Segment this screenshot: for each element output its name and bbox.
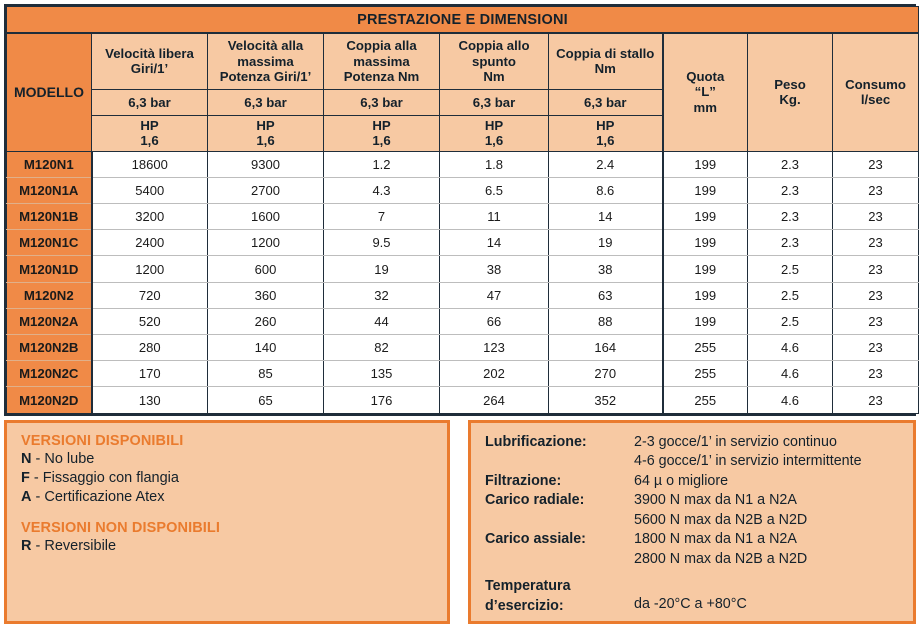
header-col-4-hp: HP 1,6 bbox=[549, 115, 663, 151]
spec-value: da -20°C a +80°C bbox=[634, 596, 747, 613]
row-model: M120N2 bbox=[7, 282, 92, 308]
row-model: M120N2B bbox=[7, 335, 92, 361]
row-cell: 82 bbox=[324, 335, 440, 361]
spec-row bbox=[485, 472, 901, 491]
row-cell: 1600 bbox=[208, 204, 324, 230]
version-item bbox=[21, 537, 435, 556]
header-col-4-title: Coppia di stallo Nm bbox=[549, 33, 663, 89]
spec-label: Carico assiale: bbox=[485, 531, 586, 548]
row-cell: 4.6 bbox=[748, 387, 833, 413]
row-cell: 2.5 bbox=[748, 282, 833, 308]
row-model: M120N2C bbox=[7, 361, 92, 387]
row-cell: 199 bbox=[663, 151, 748, 177]
row-cell: 1200 bbox=[92, 256, 208, 282]
row-cell: 140 bbox=[208, 335, 324, 361]
row-cell: 88 bbox=[549, 308, 663, 334]
header-col-2-title: Coppia alla massima Potenza Nm bbox=[324, 33, 440, 89]
header-col-1-pressure: 6,3 bar bbox=[208, 89, 324, 115]
version-code: N bbox=[21, 451, 32, 467]
row-cell: 1.2 bbox=[324, 151, 440, 177]
versions-box bbox=[4, 420, 450, 624]
row-cell: 4.6 bbox=[748, 335, 833, 361]
row-cell: 520 bbox=[92, 308, 208, 334]
header-col-1-hp: HP 1,6 bbox=[208, 115, 324, 151]
version-text: - Fissaggio con flangia bbox=[29, 470, 179, 487]
row-cell: 18600 bbox=[92, 151, 208, 177]
row-cell: 199 bbox=[663, 282, 748, 308]
header-modello: MODELLO bbox=[7, 33, 92, 151]
row-cell: 5400 bbox=[92, 177, 208, 203]
row-cell: 264 bbox=[440, 387, 549, 413]
row-cell: 23 bbox=[833, 282, 919, 308]
spec-value: 64 µ o migliore bbox=[634, 472, 729, 489]
table-row bbox=[7, 177, 919, 203]
row-model: M120N1D bbox=[7, 256, 92, 282]
row-cell: 44 bbox=[324, 308, 440, 334]
row-cell: 199 bbox=[663, 308, 748, 334]
row-cell: 32 bbox=[324, 282, 440, 308]
row-cell: 199 bbox=[663, 177, 748, 203]
spec-value: 2-3 gocce/1’ in servizio continuo 4-6 gocce/1’ in servizio intermittente bbox=[634, 434, 862, 470]
row-cell: 8.6 bbox=[549, 177, 663, 203]
row-model: M120N2D bbox=[7, 387, 92, 413]
header-col-3-title: Coppia allo spunto Nm bbox=[440, 33, 549, 89]
version-text: - No lube bbox=[31, 451, 95, 467]
row-cell: 199 bbox=[663, 204, 748, 230]
row-cell: 2.3 bbox=[748, 151, 833, 177]
row-cell: 352 bbox=[549, 387, 663, 413]
header-col-peso: Peso Kg. bbox=[748, 33, 833, 151]
spec-value: 3900 N max da N1 a N2A 5600 N max da N2B a N2D bbox=[634, 492, 808, 528]
row-model: M120N1C bbox=[7, 230, 92, 256]
performance-table bbox=[6, 6, 919, 414]
row-cell: 14 bbox=[549, 204, 663, 230]
spec-row bbox=[485, 491, 901, 530]
header-col-0-pressure: 6,3 bar bbox=[92, 89, 208, 115]
row-cell: 130 bbox=[92, 387, 208, 413]
row-cell: 23 bbox=[833, 256, 919, 282]
row-cell: 280 bbox=[92, 335, 208, 361]
header-col-3-pressure: 6,3 bar bbox=[440, 89, 549, 115]
row-cell: 38 bbox=[440, 256, 549, 282]
version-text: - Certificazione Atex bbox=[31, 489, 165, 506]
row-cell: 720 bbox=[92, 282, 208, 308]
version-code: R bbox=[21, 538, 32, 555]
header-col-0-hp: HP 1,6 bbox=[92, 115, 208, 151]
row-cell: 255 bbox=[663, 361, 748, 387]
spec-row bbox=[485, 577, 901, 616]
row-cell: 23 bbox=[833, 177, 919, 203]
table-row bbox=[7, 204, 919, 230]
row-cell: 9.5 bbox=[324, 230, 440, 256]
table-row bbox=[7, 151, 919, 177]
row-cell: 65 bbox=[208, 387, 324, 413]
row-cell: 170 bbox=[92, 361, 208, 387]
row-cell: 19 bbox=[549, 230, 663, 256]
row-cell: 1200 bbox=[208, 230, 324, 256]
version-code: F bbox=[21, 470, 30, 487]
row-cell: 6.5 bbox=[440, 177, 549, 203]
row-cell: 19 bbox=[324, 256, 440, 282]
version-item bbox=[21, 488, 435, 507]
header-row-titles bbox=[7, 33, 919, 89]
row-cell: 255 bbox=[663, 387, 748, 413]
row-cell: 164 bbox=[549, 335, 663, 361]
versions-available-heading: VERSIONI DISPONIBILI bbox=[21, 433, 184, 449]
version-code: A bbox=[21, 489, 32, 506]
row-cell: 270 bbox=[549, 361, 663, 387]
row-cell: 2.5 bbox=[748, 256, 833, 282]
row-cell: 135 bbox=[324, 361, 440, 387]
row-cell: 63 bbox=[549, 282, 663, 308]
row-cell: 23 bbox=[833, 335, 919, 361]
row-cell: 199 bbox=[663, 230, 748, 256]
row-cell: 1.8 bbox=[440, 151, 549, 177]
header-col-0-title: Velocità libera Giri/1’ bbox=[92, 33, 208, 89]
versions-unavailable-heading: VERSIONI NON DISPONIBILI bbox=[21, 520, 220, 537]
header-col-consumo: Consumo l/sec bbox=[833, 33, 919, 151]
row-cell: 2700 bbox=[208, 177, 324, 203]
spec-label: Temperatura d’esercizio: bbox=[485, 578, 571, 614]
spacer bbox=[21, 507, 435, 520]
row-cell: 23 bbox=[833, 308, 919, 334]
spec-row bbox=[485, 530, 901, 569]
row-cell: 2.5 bbox=[748, 308, 833, 334]
specs-list bbox=[485, 433, 901, 616]
header-col-quota: Quota “L” mm bbox=[663, 33, 748, 151]
row-cell: 4.6 bbox=[748, 361, 833, 387]
header-col-1-title: Velocità alla massima Potenza Giri/1’ bbox=[208, 33, 324, 89]
row-cell: 4.3 bbox=[324, 177, 440, 203]
row-cell: 123 bbox=[440, 335, 549, 361]
version-item bbox=[21, 469, 435, 488]
spec-value: 1800 N max da N1 a N2A 2800 N max da N2B a N2D bbox=[634, 531, 808, 567]
row-cell: 255 bbox=[663, 335, 748, 361]
row-cell: 7 bbox=[324, 204, 440, 230]
table-row bbox=[7, 335, 919, 361]
row-cell: 85 bbox=[208, 361, 324, 387]
table-title-row bbox=[7, 7, 919, 34]
row-cell: 600 bbox=[208, 256, 324, 282]
spec-label: Lubrificazione: bbox=[485, 434, 587, 450]
spacer bbox=[485, 569, 901, 577]
bottom-boxes bbox=[4, 420, 916, 624]
performance-table-container bbox=[4, 4, 916, 416]
table-row bbox=[7, 387, 919, 413]
row-cell: 47 bbox=[440, 282, 549, 308]
table-row bbox=[7, 282, 919, 308]
row-cell: 23 bbox=[833, 204, 919, 230]
row-model: M120N2A bbox=[7, 308, 92, 334]
technical-specs-box bbox=[468, 420, 916, 624]
table-row bbox=[7, 308, 919, 334]
version-text: - Reversibile bbox=[31, 538, 117, 555]
row-cell: 3200 bbox=[92, 204, 208, 230]
row-cell: 202 bbox=[440, 361, 549, 387]
spec-label: Carico radiale: bbox=[485, 492, 585, 509]
header-col-2-hp: HP 1,6 bbox=[324, 115, 440, 151]
row-cell: 360 bbox=[208, 282, 324, 308]
row-model: M120N1B bbox=[7, 204, 92, 230]
table-row bbox=[7, 256, 919, 282]
row-cell: 23 bbox=[833, 387, 919, 413]
row-cell: 2.3 bbox=[748, 204, 833, 230]
header-col-2-pressure: 6,3 bar bbox=[324, 89, 440, 115]
row-cell: 2400 bbox=[92, 230, 208, 256]
table-row bbox=[7, 361, 919, 387]
row-cell: 9300 bbox=[208, 151, 324, 177]
row-cell: 2.4 bbox=[549, 151, 663, 177]
row-model: M120N1 bbox=[7, 151, 92, 177]
row-cell: 23 bbox=[833, 230, 919, 256]
row-cell: 176 bbox=[324, 387, 440, 413]
table-title: PRESTAZIONE E DIMENSIONI bbox=[7, 7, 919, 34]
row-cell: 199 bbox=[663, 256, 748, 282]
header-col-3-hp: HP 1,6 bbox=[440, 115, 549, 151]
header-col-4-pressure: 6,3 bar bbox=[549, 89, 663, 115]
version-item bbox=[21, 450, 435, 469]
spec-row bbox=[485, 433, 901, 472]
spec-label: Filtrazione: bbox=[485, 472, 562, 489]
row-cell: 260 bbox=[208, 308, 324, 334]
row-cell: 2.3 bbox=[748, 230, 833, 256]
table-row bbox=[7, 230, 919, 256]
row-model: M120N1A bbox=[7, 177, 92, 203]
row-cell: 66 bbox=[440, 308, 549, 334]
row-cell: 38 bbox=[549, 256, 663, 282]
row-cell: 14 bbox=[440, 230, 549, 256]
row-cell: 2.3 bbox=[748, 177, 833, 203]
row-cell: 23 bbox=[833, 151, 919, 177]
row-cell: 23 bbox=[833, 361, 919, 387]
row-cell: 11 bbox=[440, 204, 549, 230]
